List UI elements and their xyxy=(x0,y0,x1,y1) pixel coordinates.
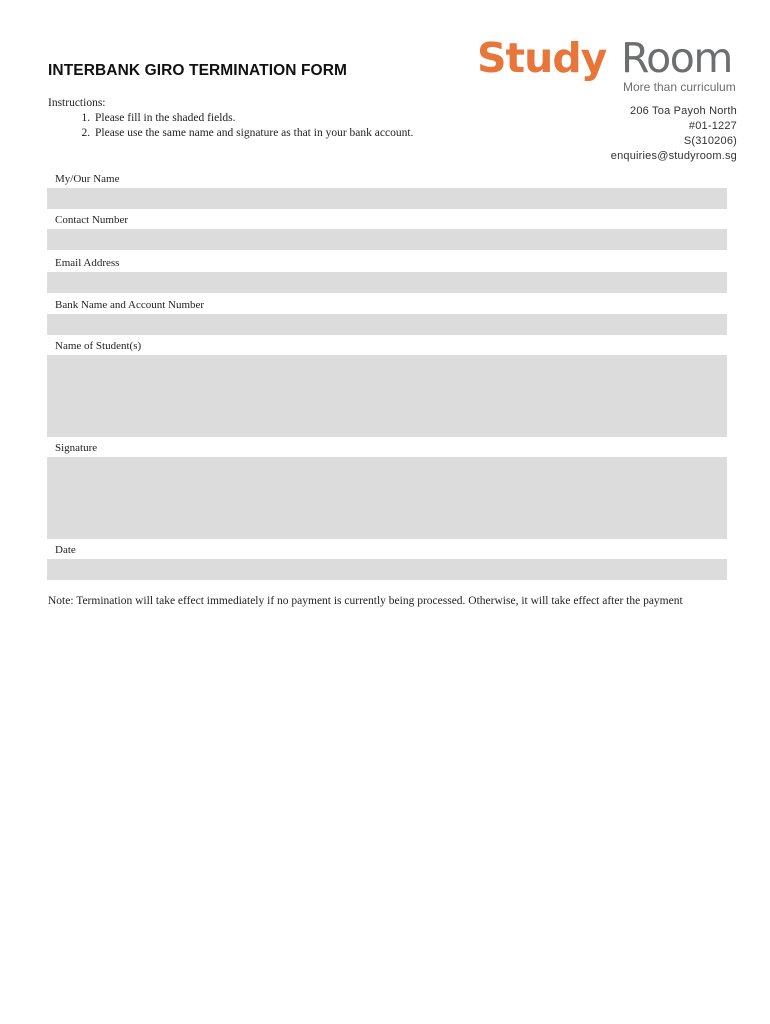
instructions-list xyxy=(48,111,413,141)
field-students xyxy=(47,339,727,437)
instruction-item: 1. Please fill in the shaded fields. xyxy=(93,111,413,126)
instructions xyxy=(48,96,413,141)
name-input[interactable] xyxy=(47,188,727,209)
bank-account-input[interactable] xyxy=(47,314,727,335)
address-line: 206 Toa Payoh North xyxy=(630,105,737,117)
address-block xyxy=(611,104,737,164)
logo-tagline: More than curriculum xyxy=(623,80,736,94)
studyroom-logo xyxy=(477,34,742,96)
instructions-heading: Instructions: xyxy=(48,97,106,109)
email-input[interactable] xyxy=(47,272,727,293)
field-email xyxy=(47,256,727,293)
field-bank xyxy=(47,298,727,335)
student-names-input[interactable] xyxy=(47,355,727,437)
address-email: enquiries@studyroom.sg xyxy=(610,150,737,162)
instruction-item: 2. Please use the same name and signature as that in your bank account. xyxy=(93,126,413,141)
field-name xyxy=(47,172,727,209)
address-line: #01-1227 xyxy=(688,120,737,132)
address-line: S(310206) xyxy=(683,135,737,147)
contact-number-input[interactable] xyxy=(47,229,727,250)
field-label: Bank Name and Account Number xyxy=(55,299,205,311)
field-contact xyxy=(47,213,727,250)
field-label: Signature xyxy=(55,442,98,454)
logo-study-text: Study xyxy=(477,34,607,82)
date-input[interactable] xyxy=(47,559,727,580)
field-date xyxy=(47,543,727,580)
field-label: My/Our Name xyxy=(55,173,120,185)
form-title: INTERBANK GIRO TERMINATION FORM xyxy=(48,62,348,79)
field-label: Email Address xyxy=(55,257,120,269)
signature-input[interactable] xyxy=(47,457,727,539)
field-signature xyxy=(47,441,727,539)
field-label: Date xyxy=(55,544,76,556)
logo-room-text: Room xyxy=(621,34,732,82)
field-label: Name of Student(s) xyxy=(55,340,142,352)
field-label: Contact Number xyxy=(55,214,129,226)
termination-note: Note: Termination will take effect immediately if no payment is currently being processed. Otherwise, it will take effect after the payment xyxy=(48,595,683,607)
